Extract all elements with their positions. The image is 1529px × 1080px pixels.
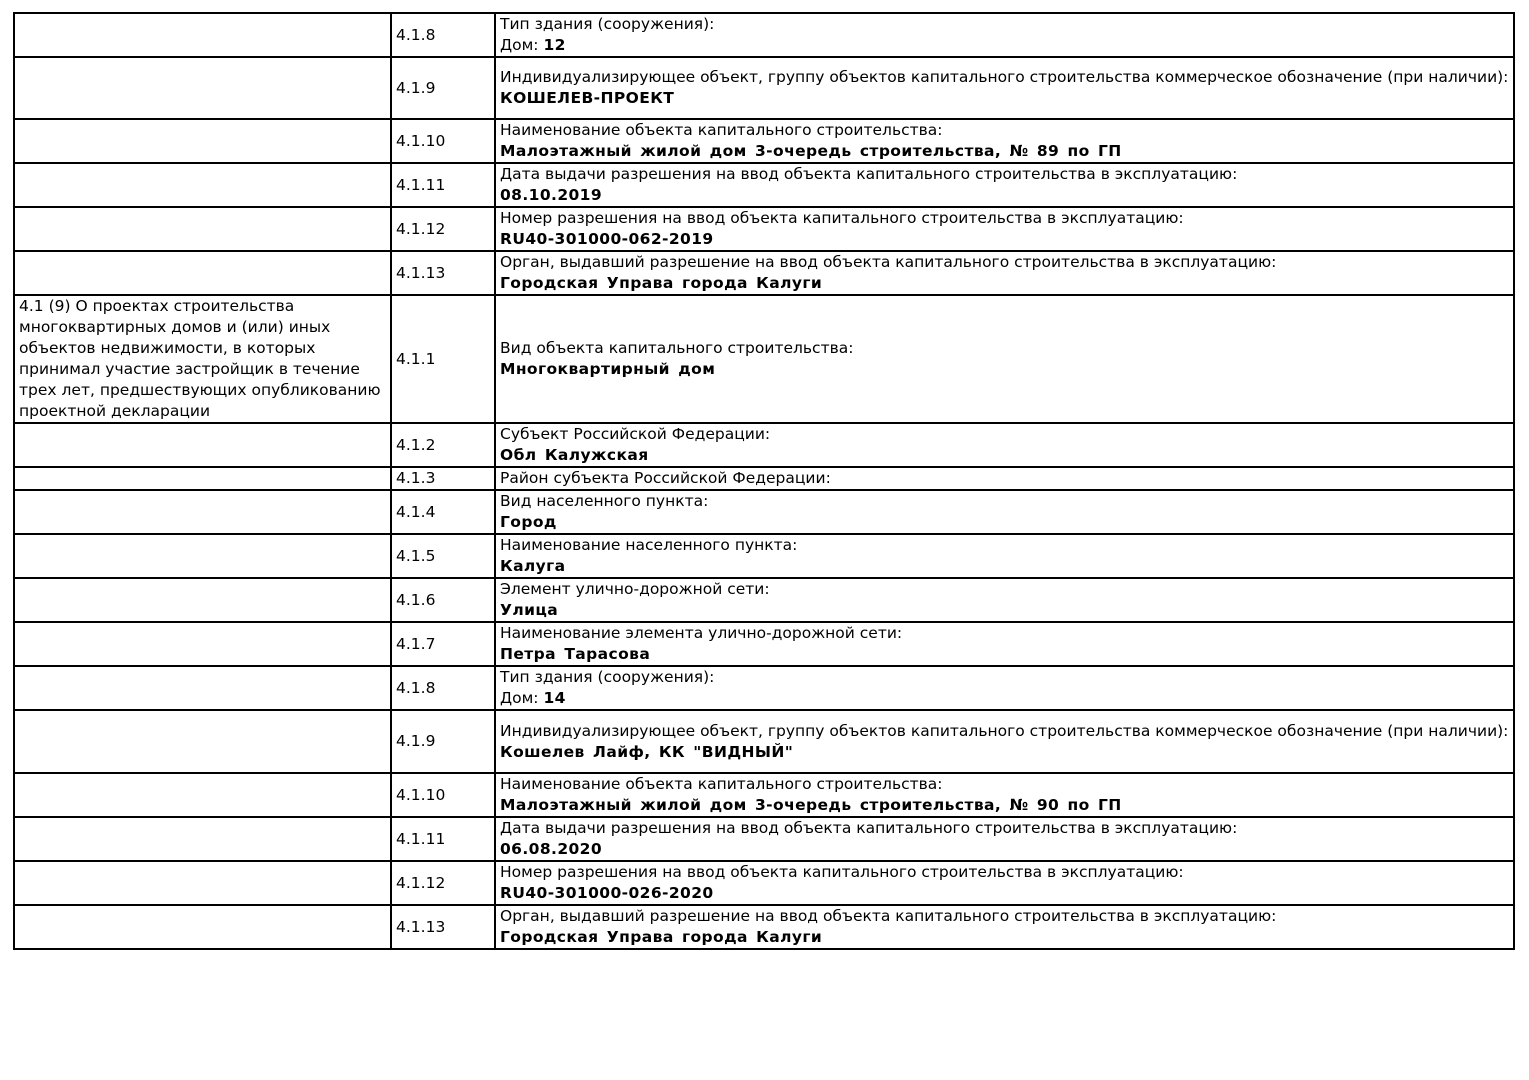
table-row — [14, 710, 1514, 773]
row-number-cell — [391, 119, 495, 163]
section-description-cell — [14, 861, 391, 905]
field-label: Индивидуализирующее объект, группу объектов капитального строительства коммерческое обозначение (при наличии): — [500, 68, 1509, 86]
field-value — [500, 512, 1509, 533]
table-row — [14, 207, 1514, 251]
row-number: 4.1.10 — [396, 131, 446, 150]
field-label: Наименование объекта капитального строительства: — [500, 775, 943, 793]
row-content-cell — [495, 119, 1514, 163]
row-content-cell — [495, 905, 1514, 949]
section-description-cell — [14, 490, 391, 534]
field-value — [500, 185, 1509, 206]
section-description-cell — [14, 773, 391, 817]
field-label: Субъект Российской Федерации: — [500, 425, 771, 443]
field-value-text: RU40-301000-062-2019 — [500, 230, 714, 248]
row-content-cell — [495, 207, 1514, 251]
field-value-text: КОШЕЛЕВ-ПРОЕКТ — [500, 89, 675, 107]
field-value-text: RU40-301000-026-2020 — [500, 884, 714, 902]
table-row — [14, 534, 1514, 578]
table-row — [14, 905, 1514, 949]
row-number: 4.1.6 — [396, 590, 436, 609]
row-number-cell — [391, 773, 495, 817]
section-description-cell — [14, 905, 391, 949]
field-value — [500, 795, 1509, 816]
row-content-cell — [495, 710, 1514, 773]
field-value — [500, 600, 1509, 621]
field-value — [500, 556, 1509, 577]
table-row — [14, 666, 1514, 710]
section-description: 4.1 (9) О проектах строительства многоквартирных домов и (или) иных объектов недвижимости, в которых принимал участие застройщик в течение трех лет, предшествующих опубликованию проектной декларации — [19, 297, 381, 420]
table-row — [14, 773, 1514, 817]
row-number: 4.1.9 — [396, 732, 436, 750]
row-number: 4.1.1 — [396, 349, 436, 368]
row-number-cell — [391, 905, 495, 949]
row-number: 4.1.11 — [396, 175, 446, 194]
row-content-cell — [495, 57, 1514, 119]
row-number: 4.1.10 — [396, 785, 446, 804]
field-value — [500, 273, 1509, 294]
table-row — [14, 423, 1514, 467]
field-value-text: Улица — [500, 601, 559, 619]
row-number-cell — [391, 295, 495, 423]
field-label: Тип здания (сооружения): — [500, 668, 715, 686]
row-number: 4.1.12 — [396, 219, 446, 238]
field-value-text: Обл Калужская — [500, 446, 649, 464]
document-page — [13, 12, 1515, 950]
section-description-cell — [14, 251, 391, 295]
row-number-cell — [391, 534, 495, 578]
section-description-cell — [14, 119, 391, 163]
row-number: 4.1.12 — [396, 873, 446, 892]
field-value-text: 06.08.2020 — [500, 840, 603, 858]
section-description-cell — [14, 467, 391, 490]
row-number-cell — [391, 13, 495, 57]
field-label: Вид населенного пункта: — [500, 492, 709, 510]
field-value-text: Городская Управа города Калуги — [500, 274, 823, 292]
row-number-cell — [391, 861, 495, 905]
table-row — [14, 490, 1514, 534]
section-description-cell — [14, 57, 391, 119]
field-value — [500, 359, 1509, 380]
field-value-text: 12 — [543, 36, 566, 54]
row-number-cell — [391, 578, 495, 622]
section-description-cell — [14, 622, 391, 666]
section-description-cell — [14, 817, 391, 861]
field-label: Индивидуализирующее объект, группу объектов капитального строительства коммерческое обозначение (при наличии): — [500, 721, 1509, 740]
table-row — [14, 467, 1514, 490]
field-value-text: Малоэтажный жилой дом 3-очередь строительства, № 89 по ГП — [500, 142, 1122, 160]
field-value-text: Кошелев Лайф, КК "ВИДНЫЙ" — [500, 742, 794, 761]
row-number-cell — [391, 57, 495, 119]
row-content-cell — [495, 490, 1514, 534]
row-number-cell — [391, 622, 495, 666]
field-value-prefix: Дом: — [500, 36, 544, 54]
row-number-cell — [391, 467, 495, 490]
row-content-cell — [495, 622, 1514, 666]
table-row — [14, 163, 1514, 207]
row-content-cell — [495, 534, 1514, 578]
field-value-text: 08.10.2019 — [500, 186, 603, 204]
table-row — [14, 861, 1514, 905]
field-value-text: Город — [500, 513, 557, 531]
row-content-cell — [495, 817, 1514, 861]
field-label: Вид объекта капитального строительства: — [500, 339, 854, 357]
table-row — [14, 295, 1514, 423]
row-content-cell — [495, 666, 1514, 710]
section-description-cell — [14, 666, 391, 710]
row-number: 4.1.8 — [396, 678, 436, 697]
row-number: 4.1.4 — [396, 502, 436, 521]
row-number: 4.1.13 — [396, 263, 446, 282]
row-content-cell — [495, 578, 1514, 622]
table-row — [14, 13, 1514, 57]
row-number: 4.1.11 — [396, 829, 446, 848]
section-description-cell — [14, 423, 391, 467]
field-value — [500, 688, 1509, 709]
section-description-cell — [14, 163, 391, 207]
field-value — [500, 644, 1509, 665]
field-label: Элемент улично-дорожной сети: — [500, 580, 770, 598]
field-value-text: Городская Управа города Калуги — [500, 928, 823, 946]
row-content-cell — [495, 467, 1514, 490]
section-description-cell — [14, 710, 391, 773]
field-label: Район субъекта Российской Федерации: — [500, 469, 831, 487]
field-value — [500, 88, 1509, 109]
row-number: 4.1.13 — [396, 917, 446, 936]
row-number: 4.1.8 — [396, 25, 436, 44]
table-row — [14, 622, 1514, 666]
field-value-text: Многоквартирный дом — [500, 360, 716, 378]
row-number: 4.1.5 — [396, 546, 436, 565]
row-number-cell — [391, 817, 495, 861]
field-value — [500, 927, 1509, 948]
project-declaration-table — [13, 12, 1515, 950]
field-label: Орган, выдавший разрешение на ввод объекта капитального строительства в эксплуатацию: — [500, 253, 1277, 271]
row-number-cell — [391, 251, 495, 295]
row-number-cell — [391, 666, 495, 710]
field-value — [500, 883, 1509, 904]
field-label: Номер разрешения на ввод объекта капитального строительства в эксплуатацию: — [500, 863, 1184, 881]
field-label: Дата выдачи разрешения на ввод объекта капитального строительства в эксплуатацию: — [500, 819, 1238, 837]
field-value — [500, 141, 1509, 162]
section-description-cell — [14, 207, 391, 251]
field-value — [500, 229, 1509, 250]
row-content-cell — [495, 251, 1514, 295]
section-description-cell — [14, 13, 391, 57]
section-description-cell — [14, 534, 391, 578]
field-value — [500, 742, 1509, 763]
table-row — [14, 57, 1514, 119]
row-content-cell — [495, 295, 1514, 423]
row-content-cell — [495, 423, 1514, 467]
row-content-cell — [495, 773, 1514, 817]
field-value-prefix: Дом: — [500, 689, 544, 707]
row-number: 4.1.7 — [396, 634, 436, 653]
field-label: Наименование населенного пункта: — [500, 536, 798, 554]
field-value — [500, 839, 1509, 860]
field-label: Наименование элемента улично-дорожной сети: — [500, 624, 903, 642]
table-row — [14, 251, 1514, 295]
row-number-cell — [391, 423, 495, 467]
field-label: Наименование объекта капитального строительства: — [500, 121, 943, 139]
row-number-cell — [391, 163, 495, 207]
row-number-cell — [391, 490, 495, 534]
field-value-text: Малоэтажный жилой дом 3-очередь строительства, № 90 по ГП — [500, 796, 1122, 814]
field-value — [500, 445, 1509, 466]
row-number: 4.1.3 — [396, 469, 436, 487]
field-value-text: Калуга — [500, 557, 566, 575]
row-content-cell — [495, 13, 1514, 57]
field-label: Номер разрешения на ввод объекта капитального строительства в эксплуатацию: — [500, 209, 1184, 227]
row-number-cell — [391, 207, 495, 251]
row-content-cell — [495, 861, 1514, 905]
row-number-cell — [391, 710, 495, 773]
table-row — [14, 578, 1514, 622]
row-number: 4.1.2 — [396, 435, 436, 454]
field-value-text: 14 — [543, 689, 566, 707]
field-label: Дата выдачи разрешения на ввод объекта капитального строительства в эксплуатацию: — [500, 165, 1238, 183]
table-row — [14, 817, 1514, 861]
field-value — [500, 35, 1509, 56]
field-label: Орган, выдавший разрешение на ввод объекта капитального строительства в эксплуатацию: — [500, 907, 1277, 925]
section-description-cell — [14, 578, 391, 622]
field-value-text: Петра Тарасова — [500, 645, 651, 663]
section-description-cell — [14, 295, 391, 423]
row-number: 4.1.9 — [396, 78, 436, 97]
table-row — [14, 119, 1514, 163]
row-content-cell — [495, 163, 1514, 207]
field-label: Тип здания (сооружения): — [500, 15, 715, 33]
